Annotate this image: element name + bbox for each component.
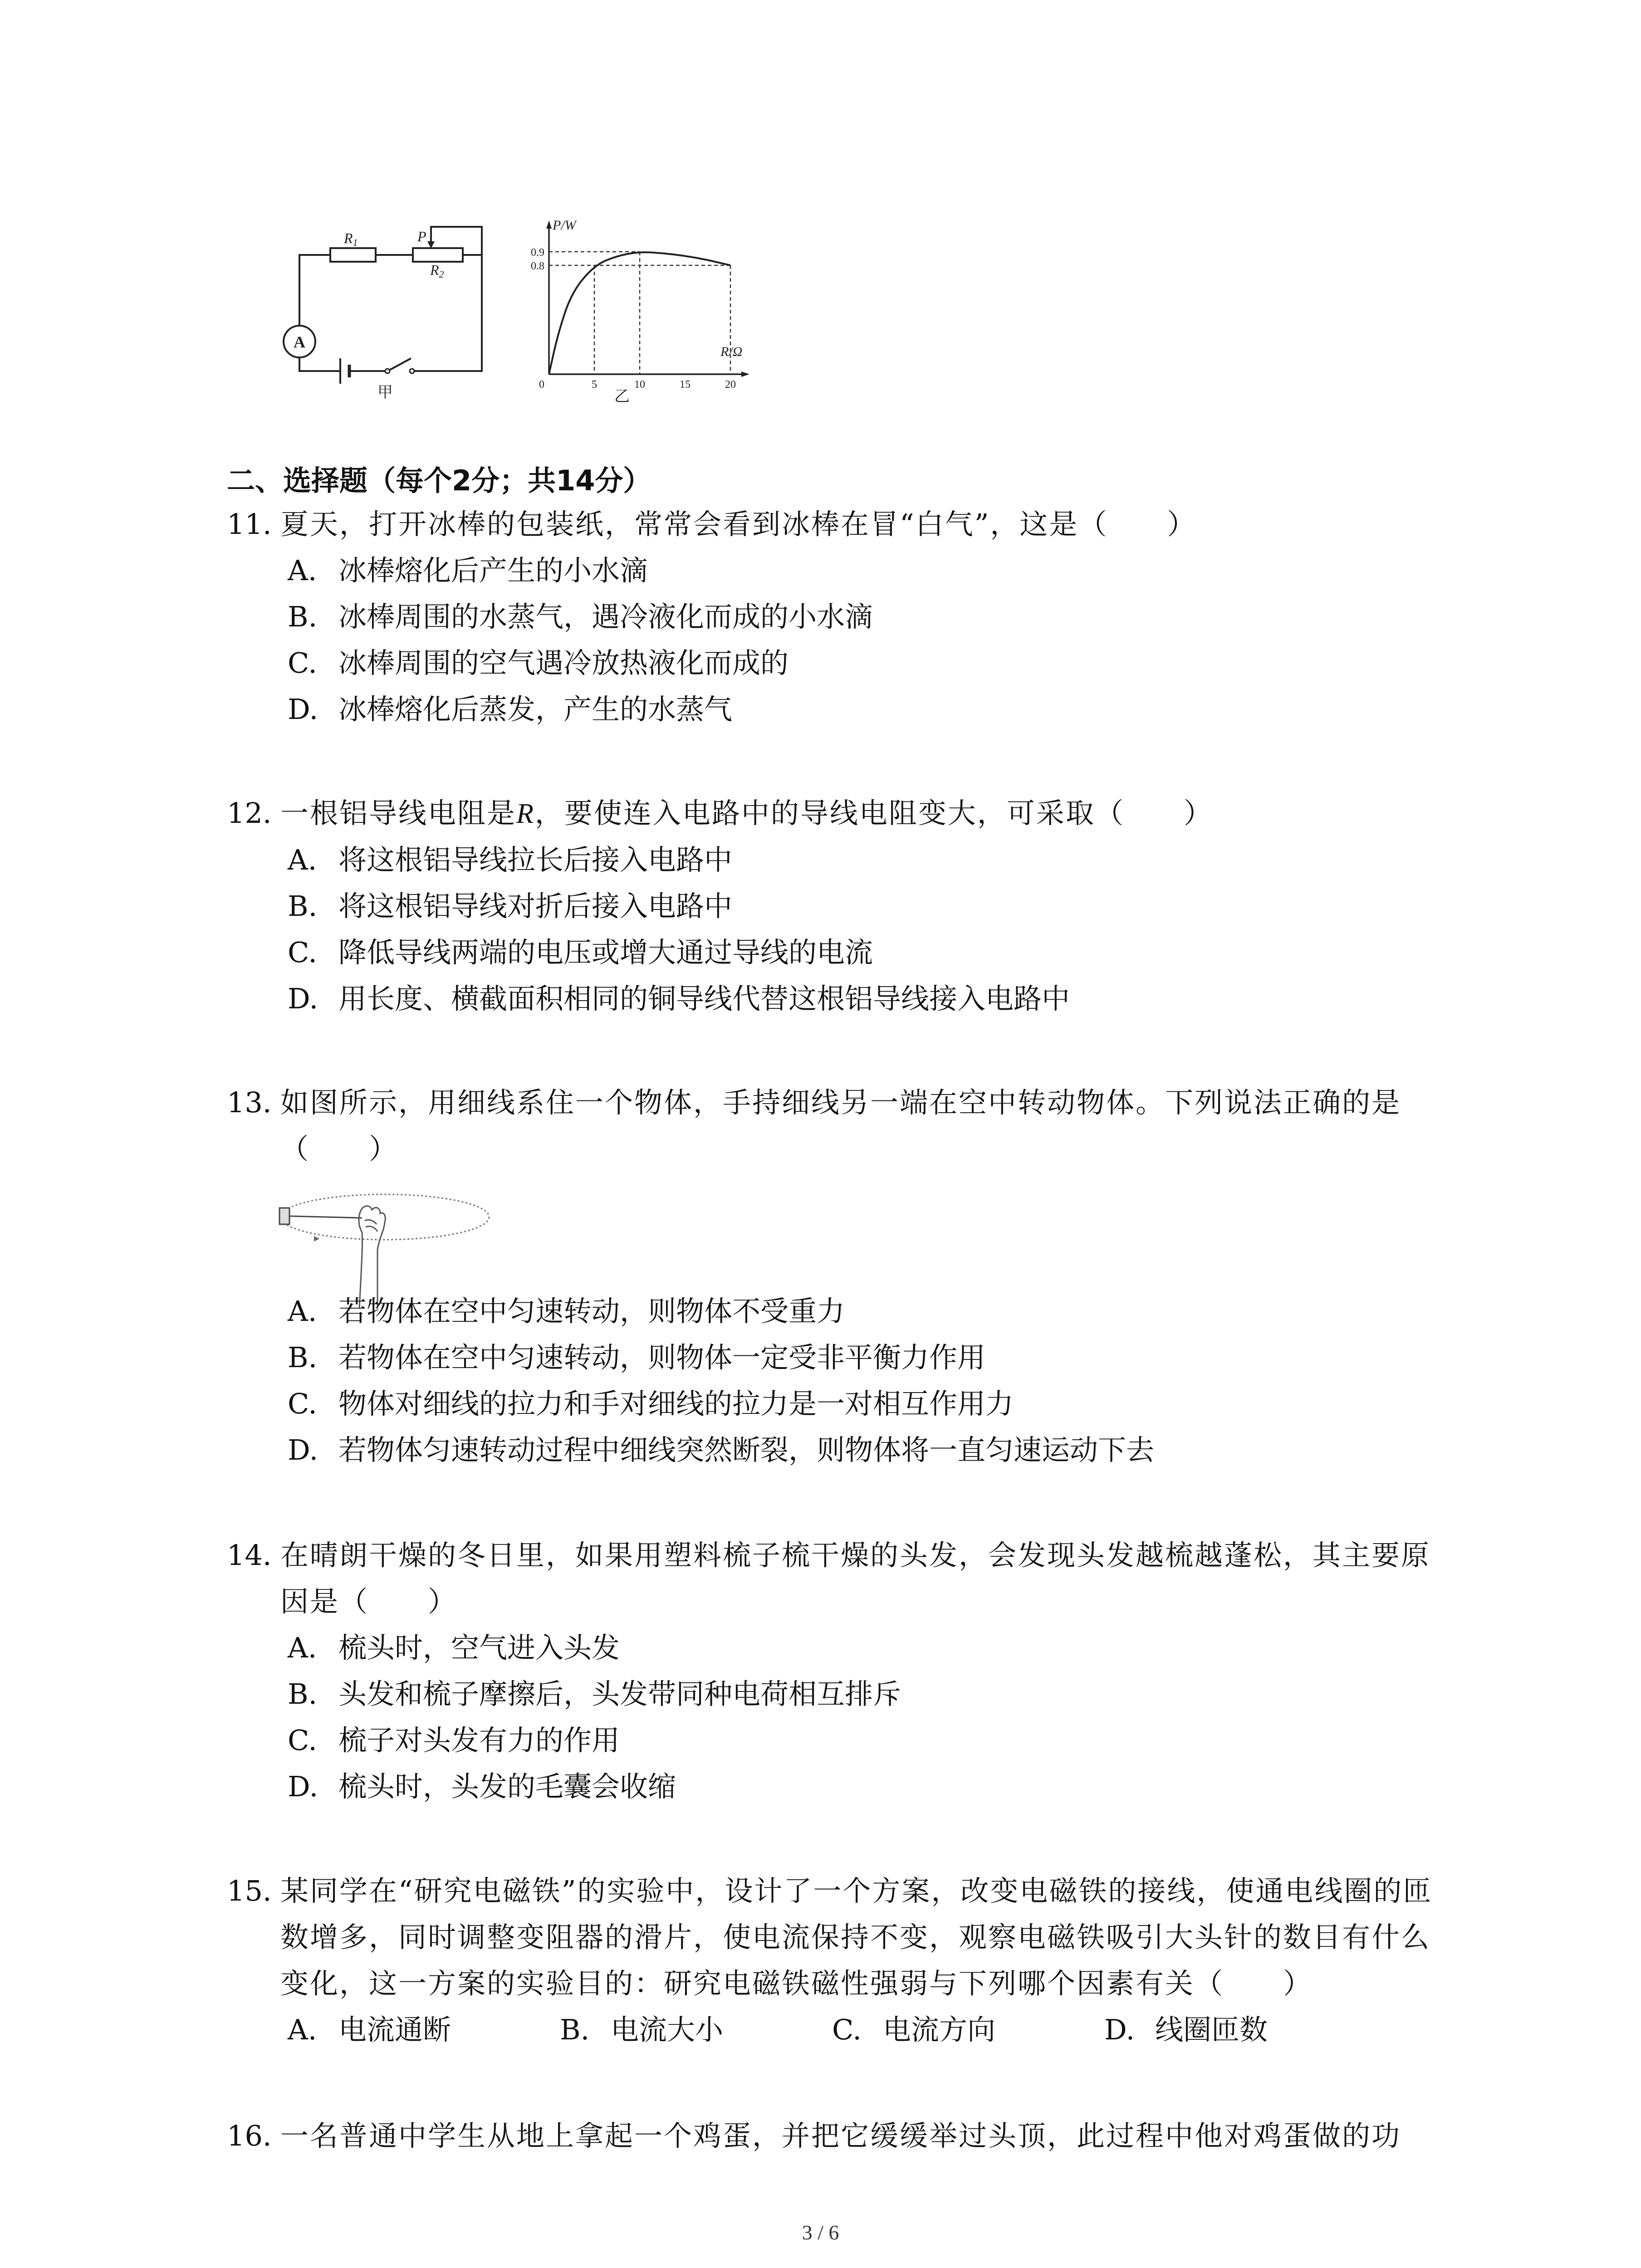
string (289, 1216, 362, 1218)
option-d: D. 用长度、横截面积相同的铜导线代替这根铝导线接入电路中 (288, 982, 1070, 1015)
option-d: D. 若物体匀速转动过程中细线突然断裂，则物体将一直匀速运动下去 (288, 1433, 1155, 1466)
r1-label: R1 (344, 230, 358, 248)
graph-xlabel: R/Ω (720, 344, 743, 359)
x-tick-label: 10 (634, 379, 645, 391)
question-text: 在晴朗干燥的冬日里，如果用塑料梳子梳干燥的头发，会发现头发越梳越蓬松，其主要原因是（ ） (280, 1539, 1431, 1618)
question-13-options (227, 1288, 1452, 1473)
option-c: C. 电流方向 (832, 2013, 996, 2046)
variable-r: R (516, 798, 535, 829)
question-12 (227, 790, 1452, 1022)
slider-label: P (417, 228, 426, 244)
section-heading: 二、选择题（每个2分；共14分） (227, 464, 652, 497)
option-b: B. 将这根铝导线对折后接入电路中 (288, 890, 733, 923)
graph-caption: 乙 (614, 388, 630, 405)
graph-ylabel: P/W (553, 218, 576, 233)
question-number: 14. (227, 1539, 272, 1572)
circuit-caption: 甲 (377, 384, 393, 401)
option-a: A. 将这根铝导线拉长后接入电路中 (288, 843, 733, 876)
question-text: 夏天，打开冰棒的包装纸，常常会看到冰棒在冒“白气”，这是（ ） (280, 508, 1197, 541)
option-b: B. 头发和梳子摩擦后，头发带同种电荷相互排斥 (288, 1677, 901, 1711)
x-tick-label: 15 (680, 379, 691, 391)
option-d: D. 冰棒熔化后蒸发，产生的水蒸气 (288, 693, 733, 726)
option-b: B. 冰棒周围的水蒸气，遇冷液化而成的小水滴 (288, 600, 873, 633)
question-number: 11. (227, 508, 272, 541)
object-block (279, 1208, 289, 1224)
option-d: D. 梳头时，头发的毛囊会收缩 (288, 1770, 676, 1803)
option-c: C. 降低导线两端的电压或增大通过导线的电流 (288, 936, 873, 969)
y-tick-label: 0.8 (531, 260, 544, 272)
option-a: A. 冰棒熔化后产生的小水滴 (288, 554, 648, 587)
question-text: 某同学在“研究电磁铁”的实验中，设计了一个方案，改变电磁铁的接线，使通电线圈的匝数增多，同时调整变阻器的滑片，使电流保持不变，观察电磁铁吸引大头针的数目有什么变化，这一方案的实验目的：研究电磁铁磁性强弱与下列哪个因素有关（ ） (280, 1874, 1433, 2000)
x-tick-label: 0 (539, 379, 544, 391)
page-number: 3 / 6 (802, 2221, 839, 2244)
r2-label: R2 (430, 262, 444, 280)
x-tick-label: 5 (592, 379, 597, 391)
option-b: B. 电流大小 (560, 2013, 724, 2046)
resistor-r1 (330, 248, 376, 262)
option-c: C. 梳子对头发有力的作用 (288, 1724, 620, 1757)
option-a: A. 若物体在空中匀速转动，则物体不受重力 (288, 1295, 845, 1328)
question-number: 12. (227, 797, 272, 830)
question-15 (227, 1868, 1452, 2053)
option-c: C. 冰棒周围的空气遇冷放热液化而成的 (288, 646, 789, 679)
question-number: 13. (227, 1086, 272, 1119)
power-resistance-graph (526, 213, 762, 408)
question-text: 如图所示，用细线系住一个物体，手持细线另一端在空中转动物体。下列说法正确的是（ ） (280, 1086, 1401, 1165)
question-text: 一名普通中学生从地上拿起一个鸡蛋，并把它缓缓举过头顶，此过程中他对鸡蛋做的功 (280, 2119, 1401, 2152)
question-11 (227, 501, 1452, 733)
ammeter-label: A (294, 333, 305, 351)
question-14 (227, 1532, 1452, 1810)
question-16 (227, 2113, 1452, 2159)
option-a: A. 电流通断 (288, 2013, 451, 2046)
circuit-diagram (272, 222, 499, 413)
x-tick-label: 20 (725, 379, 736, 391)
y-tick-label: 0.9 (531, 247, 544, 259)
question-number: 16. (227, 2119, 272, 2152)
option-a: A. 梳头时，空气进入头发 (288, 1631, 620, 1664)
option-b: B. 若物体在空中匀速转动，则物体一定受非平衡力作用 (288, 1341, 986, 1374)
option-d: D. 线圈匝数 (1104, 2013, 1268, 2046)
rheostat-r2 (413, 248, 463, 262)
question-number: 15. (227, 1874, 272, 1907)
question-13 (227, 1080, 1452, 1172)
option-c: C. 物体对细线的拉力和手对细线的拉力是一对相互作用力 (288, 1387, 1014, 1420)
question-text: 一根铝导线电阻是R，要使连入电路中的导线电阻变大，可采取（ ） (280, 797, 1213, 830)
options-row (288, 2007, 1452, 2053)
